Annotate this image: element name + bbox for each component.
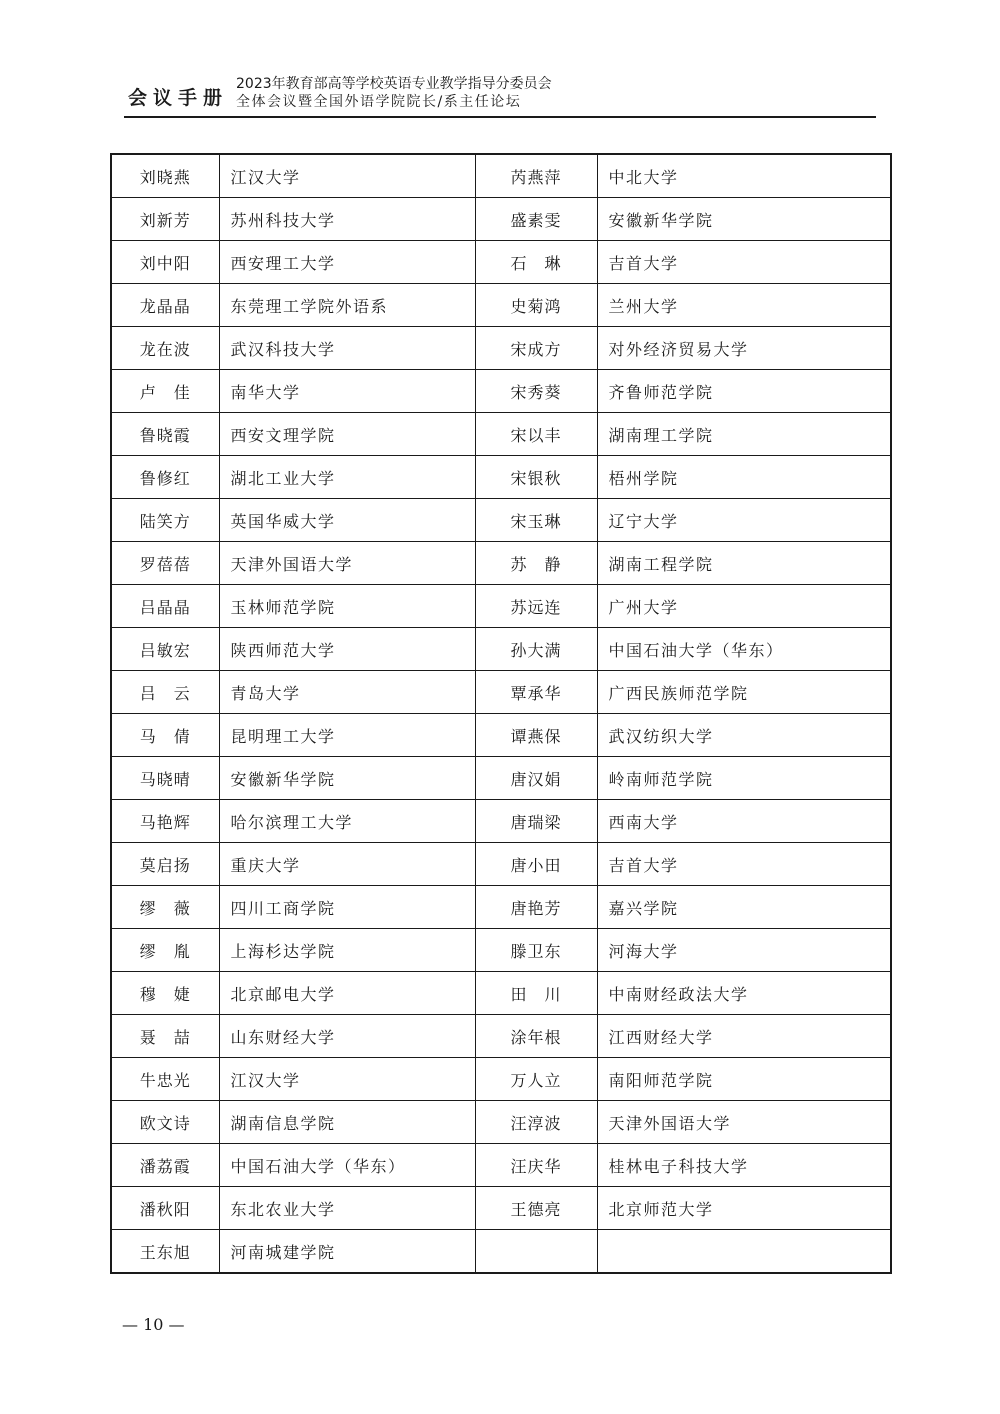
table-row — [111, 1144, 891, 1187]
attendee-organization: 湖南信息学院 — [219, 1101, 475, 1144]
attendee-name: 潘荔霞 — [111, 1144, 219, 1187]
table-row — [111, 284, 891, 327]
attendee-organization: 东莞理工学院外语系 — [219, 284, 475, 327]
attendee-name: 王德亮 — [475, 1187, 597, 1230]
attendee-name: 苏远连 — [475, 585, 597, 628]
attendee-organization: 吉首大学 — [597, 843, 891, 886]
table-row — [111, 1015, 891, 1058]
attendee-name: 陆笑方 — [111, 499, 219, 542]
header-event-line-2: 全体会议暨全国外语学院院长/系主任论坛 — [236, 94, 522, 110]
table-row — [111, 1230, 891, 1274]
attendee-name: 王东旭 — [111, 1230, 219, 1274]
attendee-organization: 武汉科技大学 — [219, 327, 475, 370]
table-row — [111, 757, 891, 800]
attendee-name: 宋成方 — [475, 327, 597, 370]
attendee-name: 卢 佳 — [111, 370, 219, 413]
attendee-name: 涂年根 — [475, 1015, 597, 1058]
attendee-name: 吕晶晶 — [111, 585, 219, 628]
attendee-name: 马晓晴 — [111, 757, 219, 800]
attendee-name: 缪 薇 — [111, 886, 219, 929]
attendee-organization: 河海大学 — [597, 929, 891, 972]
attendee-table — [110, 153, 892, 1274]
attendee-organization: 中南财经政法大学 — [597, 972, 891, 1015]
table-row — [111, 628, 891, 671]
attendee-organization: 玉林师范学院 — [219, 585, 475, 628]
attendee-name: 聂 喆 — [111, 1015, 219, 1058]
table-row — [111, 241, 891, 284]
attendee-organization: 西安理工大学 — [219, 241, 475, 284]
attendee-organization: 北京师范大学 — [597, 1187, 891, 1230]
table-row — [111, 456, 891, 499]
attendee-organization: 中北大学 — [597, 154, 891, 198]
attendee-organization: 山东财经大学 — [219, 1015, 475, 1058]
attendee-organization: 江汉大学 — [219, 1058, 475, 1101]
attendee-name: 芮燕萍 — [475, 154, 597, 198]
attendee-name: 牛忠光 — [111, 1058, 219, 1101]
attendee-organization: 天津外国语大学 — [597, 1101, 891, 1144]
attendee-organization: 广州大学 — [597, 585, 891, 628]
attendee-name: 鲁晓霞 — [111, 413, 219, 456]
table-row — [111, 929, 891, 972]
table-row — [111, 499, 891, 542]
table-row — [111, 843, 891, 886]
table-row — [111, 198, 891, 241]
attendee-organization: 辽宁大学 — [597, 499, 891, 542]
table-row — [111, 413, 891, 456]
attendee-organization: 湖南理工学院 — [597, 413, 891, 456]
attendee-name: 孙大满 — [475, 628, 597, 671]
attendee-organization: 湖南工程学院 — [597, 542, 891, 585]
attendee-organization: 苏州科技大学 — [219, 198, 475, 241]
table-row — [111, 154, 891, 198]
attendee-organization: 嘉兴学院 — [597, 886, 891, 929]
attendee-organization: 对外经济贸易大学 — [597, 327, 891, 370]
attendee-organization: 西安文理学院 — [219, 413, 475, 456]
table-row — [111, 1058, 891, 1101]
attendee-organization: 四川工商学院 — [219, 886, 475, 929]
attendee-organization: 江汉大学 — [219, 154, 475, 198]
attendee-organization: 重庆大学 — [219, 843, 475, 886]
attendee-organization: 陕西师范大学 — [219, 628, 475, 671]
attendee-organization: 广西民族师范学院 — [597, 671, 891, 714]
attendee-name: 缪 胤 — [111, 929, 219, 972]
attendee-table-body — [111, 154, 891, 1273]
attendee-organization: 湖北工业大学 — [219, 456, 475, 499]
attendee-name: 刘晓燕 — [111, 154, 219, 198]
header-event-line-1: 2023年教育部高等学校英语专业教学指导分委员会 — [236, 76, 552, 92]
table-row — [111, 886, 891, 929]
table-row — [111, 714, 891, 757]
attendee-organization: 西南大学 — [597, 800, 891, 843]
running-header — [124, 72, 876, 118]
attendee-name: 马 倩 — [111, 714, 219, 757]
attendee-name: 唐艳芳 — [475, 886, 597, 929]
table-row — [111, 370, 891, 413]
table-row — [111, 800, 891, 843]
attendee-name: 石 琳 — [475, 241, 597, 284]
header-event-title — [236, 75, 552, 111]
attendee-organization: 上海杉达学院 — [219, 929, 475, 972]
attendee-name: 鲁修红 — [111, 456, 219, 499]
table-row — [111, 1101, 891, 1144]
attendee-organization: 北京邮电大学 — [219, 972, 475, 1015]
attendee-organization: 武汉纺织大学 — [597, 714, 891, 757]
attendee-organization: 昆明理工大学 — [219, 714, 475, 757]
attendee-name: 宋以丰 — [475, 413, 597, 456]
attendee-name: 吕敏宏 — [111, 628, 219, 671]
attendee-name: 宋玉琳 — [475, 499, 597, 542]
attendee-name: 罗蓓蓓 — [111, 542, 219, 585]
table-row — [111, 1187, 891, 1230]
attendee-name: 滕卫东 — [475, 929, 597, 972]
attendee-name: 刘新芳 — [111, 198, 219, 241]
attendee-name: 穆 婕 — [111, 972, 219, 1015]
attendee-organization: 中国石油大学（华东） — [219, 1144, 475, 1187]
attendee-name: 刘中阳 — [111, 241, 219, 284]
attendee-name: 唐瑞梁 — [475, 800, 597, 843]
attendee-organization: 中国石油大学（华东） — [597, 628, 891, 671]
attendee-organization: 英国华威大学 — [219, 499, 475, 542]
attendee-name — [475, 1230, 597, 1274]
attendee-name: 汪庆华 — [475, 1144, 597, 1187]
table-row — [111, 542, 891, 585]
attendee-name: 田 川 — [475, 972, 597, 1015]
attendee-name: 万人立 — [475, 1058, 597, 1101]
attendee-organization: 青岛大学 — [219, 671, 475, 714]
attendee-name: 龙晶晶 — [111, 284, 219, 327]
attendee-organization: 梧州学院 — [597, 456, 891, 499]
attendee-organization: 齐鲁师范学院 — [597, 370, 891, 413]
attendee-organization: 兰州大学 — [597, 284, 891, 327]
table-row — [111, 327, 891, 370]
attendee-organization: 南阳师范学院 — [597, 1058, 891, 1101]
attendee-name: 马艳辉 — [111, 800, 219, 843]
attendee-name: 覃承华 — [475, 671, 597, 714]
attendee-name: 苏 静 — [475, 542, 597, 585]
header-manual-title: 会议手册 — [128, 87, 229, 109]
attendee-organization: 江西财经大学 — [597, 1015, 891, 1058]
attendee-name: 盛素雯 — [475, 198, 597, 241]
attendee-organization: 桂林电子科技大学 — [597, 1144, 891, 1187]
attendee-name: 欧文诗 — [111, 1101, 219, 1144]
attendee-name: 莫启扬 — [111, 843, 219, 886]
attendee-organization: 天津外国语大学 — [219, 542, 475, 585]
attendee-name: 吕 云 — [111, 671, 219, 714]
attendee-name: 潘秋阳 — [111, 1187, 219, 1230]
attendee-organization: 河南城建学院 — [219, 1230, 475, 1274]
attendee-name: 史菊鸿 — [475, 284, 597, 327]
page-number: — 10 — — [122, 1315, 185, 1334]
attendee-name: 宋秀葵 — [475, 370, 597, 413]
attendee-organization: 东北农业大学 — [219, 1187, 475, 1230]
attendee-organization: 安徽新华学院 — [219, 757, 475, 800]
attendee-name: 唐汉娟 — [475, 757, 597, 800]
attendee-organization: 哈尔滨理工大学 — [219, 800, 475, 843]
attendee-organization: 南华大学 — [219, 370, 475, 413]
attendee-name: 宋银秋 — [475, 456, 597, 499]
attendee-organization: 安徽新华学院 — [597, 198, 891, 241]
table-row — [111, 585, 891, 628]
table-row — [111, 671, 891, 714]
table-row — [111, 972, 891, 1015]
attendee-organization — [597, 1230, 891, 1274]
attendee-name: 汪淳波 — [475, 1101, 597, 1144]
attendee-name: 唐小田 — [475, 843, 597, 886]
attendee-name: 谭燕保 — [475, 714, 597, 757]
attendee-name: 龙在波 — [111, 327, 219, 370]
attendee-organization: 吉首大学 — [597, 241, 891, 284]
attendee-organization: 岭南师范学院 — [597, 757, 891, 800]
